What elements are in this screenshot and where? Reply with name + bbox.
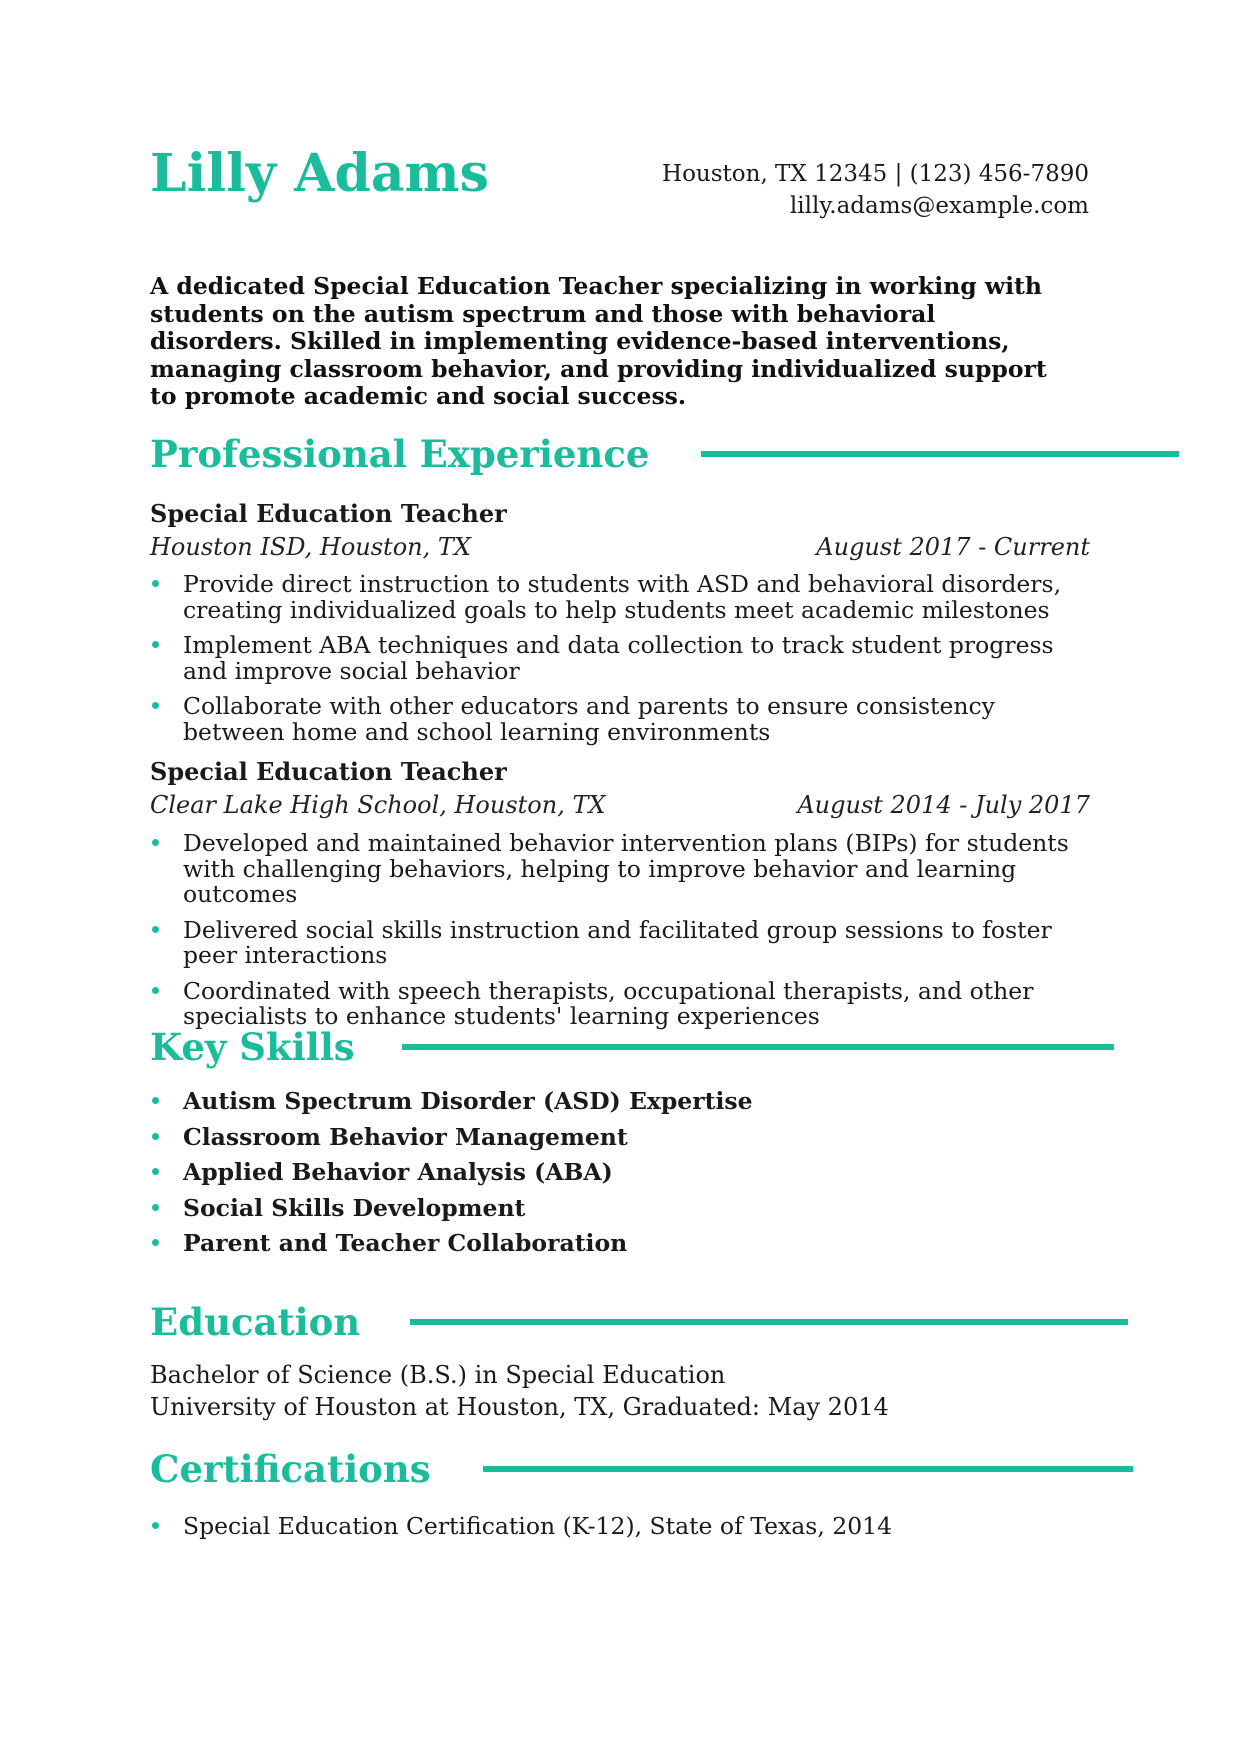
list-item: Coordinated with speech therapists, occupational therapists, and other specialists to enhance students' learning experiences [150, 979, 1090, 1030]
experience-section-header [150, 429, 1179, 479]
certifications-heading: Certifications [150, 1446, 431, 1491]
education-section-header [150, 1297, 1128, 1347]
education-degree: Bachelor of Science (B.S.) in Special Education [150, 1361, 726, 1389]
contact-info [662, 158, 1089, 222]
job-1-meta [150, 533, 1090, 561]
job-1-dates: August 2017 - Current [816, 533, 1090, 561]
education-school: University of Houston at Houston, TX, Graduated: May 2014 [150, 1393, 889, 1421]
skills-section-header [150, 1022, 1114, 1072]
list-item: Delivered social skills instruction and facilitated group sessions to foster peer interactions [150, 918, 1090, 969]
list-item: Classroom Behavior Management [150, 1125, 1090, 1151]
certifications-divider [483, 1466, 1133, 1472]
experience-heading: Professional Experience [150, 431, 650, 476]
list-item: Autism Spectrum Disorder (ASD) Expertise [150, 1089, 1090, 1115]
bullet-icon [152, 839, 159, 846]
education-details [150, 1359, 889, 1423]
bullet-icon [152, 1168, 159, 1175]
skills-heading: Key Skills [150, 1024, 355, 1069]
experience-divider [701, 451, 1179, 457]
bullet-icon [152, 1239, 159, 1246]
list-item: Provide direct instruction to students with ASD and behavioral disorders, creating individualized goals to help students meet academic milestones [150, 572, 1090, 623]
list-item: Implement ABA techniques and data collection to track student progress and improve social behavior [150, 633, 1090, 684]
list-item: Special Education Certification (K-12), State of Texas, 2014 [150, 1514, 1090, 1540]
list-item: Developed and maintained behavior intervention plans (BIPs) for students with challenging behaviors, helping to improve behavior and learning outcomes [150, 831, 1090, 908]
bullet-icon [152, 1097, 159, 1104]
job-2-responsibilities [150, 831, 1090, 1040]
job-1-employer: Houston ISD, Houston, TX [150, 533, 471, 561]
bullet-icon [152, 1522, 159, 1529]
bullet-icon [152, 580, 159, 587]
list-item: Applied Behavior Analysis (ABA) [150, 1160, 1090, 1186]
job-1-title: Special Education Teacher [150, 499, 507, 528]
bullet-icon [152, 1204, 159, 1211]
list-item: Parent and Teacher Collaboration [150, 1231, 1090, 1257]
bullet-icon [152, 926, 159, 933]
education-heading: Education [150, 1299, 361, 1344]
contact-address-phone: Houston, TX 12345 | (123) 456-7890 [662, 161, 1089, 187]
skills-divider [402, 1044, 1114, 1050]
contact-email: lilly.adams@example.com [789, 193, 1089, 219]
candidate-name: Lilly Adams [150, 143, 489, 204]
professional-summary: A dedicated Special Education Teacher specializing in working with students on the autism spectrum and those with behavioral disorders. Skilled in implementing evidence-based interventions, managing classroom behavior, and providing individualized support to promote academic and social success. [150, 272, 1047, 410]
bullet-icon [152, 702, 159, 709]
education-divider [410, 1319, 1128, 1325]
bullet-icon [152, 641, 159, 648]
list-item: Social Skills Development [150, 1196, 1090, 1222]
bullet-icon [152, 1133, 159, 1140]
bullet-icon [152, 987, 159, 994]
certifications-section-header [150, 1444, 1133, 1494]
job-2-employer: Clear Lake High School, Houston, TX [150, 791, 606, 819]
list-item: Collaborate with other educators and parents to ensure consistency between home and school learning environments [150, 694, 1090, 745]
job-2-title: Special Education Teacher [150, 757, 507, 786]
certifications-list [150, 1514, 1090, 1540]
job-1-responsibilities [150, 572, 1090, 755]
job-2-dates: August 2014 - July 2017 [797, 791, 1090, 819]
skills-list [150, 1089, 1090, 1267]
job-2-meta [150, 791, 1090, 819]
